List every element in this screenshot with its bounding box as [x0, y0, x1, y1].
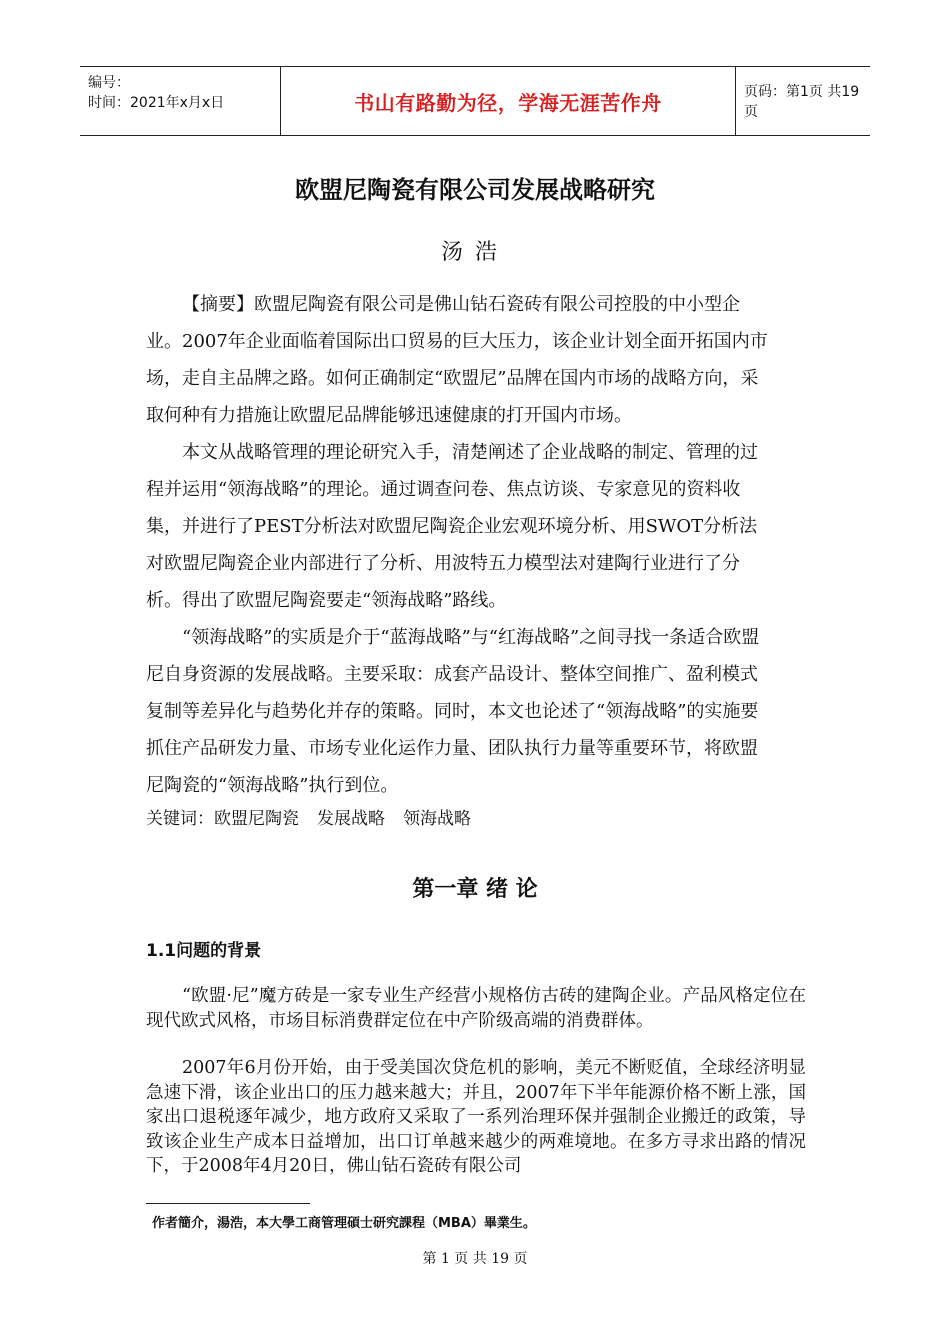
keyword: 发展战略 [317, 809, 385, 829]
header-motto: 书山有路勤为径，学海无涯苦作舟 [281, 67, 736, 135]
abstract-paragraph: “领海战略”的实质是介于“蓝海战略”与“红海战略”之间寻找一条适合欧盟尼自身资源的发展战略。主要采取：成套产品设计、整体空间推广、盈利模式复制等差异化与趋势化并存的策略。同时，本文也论述了“领海战略”的实施要抓住产品研发力量、市场专业化运作力量、团队执行力量等重要环节，将欧盟尼陶瓷的“领海战略”执行到位。 [146, 627, 760, 796]
header-meta-cell [80, 67, 281, 135]
page-footer: 第 1 页 共 19 页 [422, 1251, 528, 1267]
footnote: 作者簡介，湯浩，本大學工商管理碩士研究課程（MBA）畢業生。 [152, 1216, 536, 1231]
body-paragraph-2 [146, 1056, 806, 1179]
header-page-info: 页码：第1页 共19页 [744, 84, 860, 120]
keyword: 领海战略 [403, 809, 471, 829]
code-label: 编号： [88, 75, 130, 91]
section-title: 1.1问题的背景 [146, 941, 262, 961]
keywords-line [146, 804, 489, 829]
keyword: 欧盟尼陶瓷 [214, 809, 299, 829]
body-paragraph-1 [146, 984, 806, 1033]
author-name: 汤浩 [440, 240, 509, 265]
abstract [146, 286, 770, 804]
time-label: 时间：2021年x月x日 [88, 95, 225, 111]
body-text: 2007年6月份开始，由于受美国次贷危机的影响，美元不断贬值，全球经济明显急速下滑，该企业出口的压力越来越大；并且，2007年下半年能源价格不断上涨，国家出口退税逐年减少，地方政府又采取了一系列治理环保并强制企业搬迁的政策，导致该企业生产成本日益增加，出口订单越来越少的两难境地。在多方寻求出路的情况下，于2008年4月20日，佛山钻石瓷砖有限公司 [146, 1058, 806, 1176]
footnote-divider [146, 1203, 310, 1204]
abstract-paragraph: 【摘要】欧盟尼陶瓷有限公司是佛山钻石瓷砖有限公司控股的中小型企业。2007年企业面临着国际出口贸易的巨大压力，该企业计划全面开拓国内市场，走自主品牌之路。如何正确制定“欧盟尼”品牌在国内市场的战略方向，采取何种有力措施让欧盟尼品牌能够迅速健康的打开国内市场。 [146, 294, 768, 426]
document-title: 欧盟尼陶瓷有限公司发展战略研究 [295, 176, 655, 204]
abstract-paragraph: 本文从战略管理的理论研究入手，清楚阐述了企业战略的制定、管理的过程并运用“领海战略”的理论。通过调查问卷、焦点访谈、专家意见的资料收集，并进行了PEST分析法对欧盟尼陶瓷企业宏观环境分析、用SWOT分析法对欧盟尼陶瓷企业内部进行了分析、用波特五力模型法对建陶行业进行了分析。得出了欧盟尼陶瓷要走“领海战略”路线。 [146, 442, 758, 611]
body-text: “欧盟·尼”魔方砖是一家专业生产经营小规格仿古砖的建陶企业。产品风格定位在现代欧式风格，市场目标消费群定位在中产阶级高端的消费群体。 [146, 986, 806, 1031]
chapter-title: 第一章 绪 论 [412, 877, 538, 902]
keywords-label: 关键词： [146, 809, 214, 829]
document-header [80, 66, 870, 136]
